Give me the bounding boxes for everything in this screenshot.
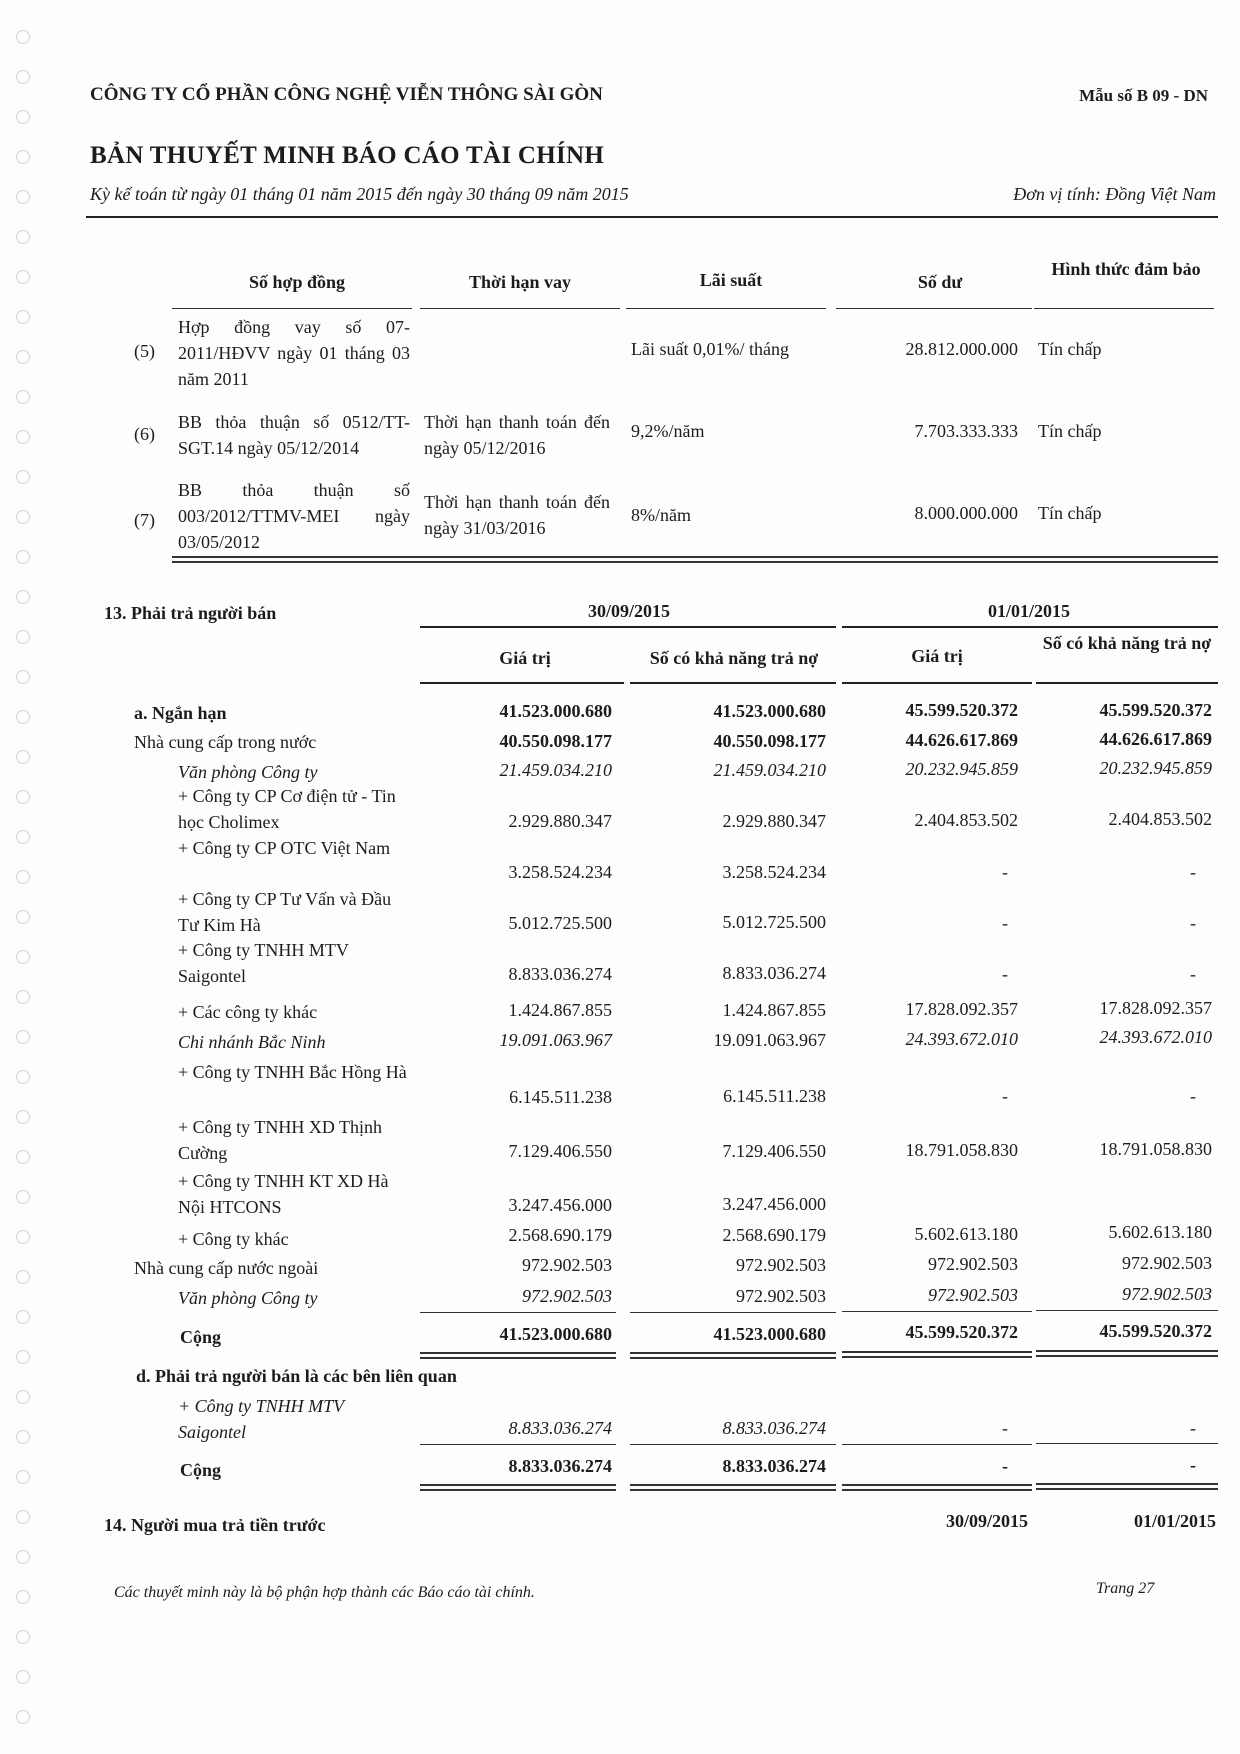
cell-value: - [1002, 862, 1008, 882]
header-underline [172, 308, 412, 309]
cell-value: 18.791.058.830 [905, 1140, 1018, 1160]
loan-row-balance: 8.000.000.000 [914, 503, 1018, 523]
cell-value: - [1190, 1418, 1196, 1438]
subtotal-rule [1036, 1443, 1218, 1444]
cell-value: 20.232.945.859 [905, 759, 1018, 779]
cell-value: 3.258.524.234 [508, 862, 612, 882]
period-underline [420, 626, 836, 628]
row-label: Văn phòng Công ty [178, 1288, 318, 1308]
cell-value: 972.902.503 [522, 1255, 612, 1275]
cell-value: 972.902.503 [736, 1286, 826, 1306]
cell-value: 972.902.503 [1122, 1253, 1212, 1273]
cell-value: 6.145.511.238 [509, 1087, 612, 1107]
cell-value: - [1002, 1418, 1008, 1438]
loan-row-no: (6) [134, 424, 155, 444]
row-label: + Các công ty khác [178, 1002, 318, 1022]
row-label: Nhà cung cấp nước ngoài [134, 1258, 319, 1278]
cell-value: 2.929.880.347 [508, 811, 612, 831]
header-underline [836, 308, 1032, 309]
loan-table-bottom-rule [172, 556, 1218, 563]
col-rate: Lãi suất [699, 270, 763, 290]
cell-value: 972.902.503 [928, 1254, 1018, 1274]
loan-row-contract: BB thỏa thuận số 0512/TT-SGT.14 ngày 05/12/2014 [178, 412, 410, 458]
total-double-rule [842, 1351, 1032, 1358]
total-double-rule [1036, 1483, 1218, 1490]
cell-value: 972.902.503 [928, 1285, 1018, 1305]
total-value: 41.523.000.680 [713, 1324, 826, 1344]
total-value: - [1002, 1456, 1008, 1476]
loan-row-balance: 7.703.333.333 [914, 421, 1018, 441]
cell-value: 44.626.617.869 [905, 730, 1018, 750]
cell-value: 7.129.406.550 [508, 1141, 612, 1161]
row-label: a. Ngắn hạn [134, 703, 227, 723]
cell-value: 972.902.503 [1122, 1284, 1212, 1304]
total-double-rule [420, 1484, 616, 1491]
loan-row-contract: BB thỏa thuận số 003/2012/TTMV-MEI ngày 03/05/2012 [178, 480, 410, 552]
row-label: + Công ty TNHH MTV Saigontel [178, 940, 349, 986]
loan-row-balance: 28.812.000.000 [905, 339, 1018, 359]
subtotal-rule [420, 1312, 616, 1313]
footer-note: Các thuyết minh này là bộ phận hợp thành các Báo cáo tài chính. [114, 1584, 535, 1601]
total-double-rule [630, 1352, 836, 1359]
cell-value: 44.626.617.869 [1099, 729, 1212, 749]
total-double-rule [420, 1352, 616, 1359]
report-title: BẢN THUYẾT MINH BÁO CÁO TÀI CHÍNH [90, 142, 605, 169]
col-ability-1: Số có khả năng trả nợ [649, 648, 819, 668]
row-label: + Công ty TNHH KT XD Hà Nội HTCONS [178, 1171, 389, 1217]
page-number: Trang 27 [1096, 1580, 1155, 1597]
cell-value: 17.828.092.357 [1099, 998, 1212, 1018]
cell-value: 3.258.524.234 [722, 862, 826, 882]
cell-value: 41.523.000.680 [499, 701, 612, 721]
cell-value: 18.791.058.830 [1099, 1139, 1212, 1159]
col-ability-2: Số có khả năng trả nợ [1042, 633, 1212, 653]
cell-value: 5.012.725.500 [722, 912, 826, 932]
cell-value: 2.404.853.502 [1108, 809, 1212, 829]
loan-row-rate: Lãi suất 0,01%/ tháng [631, 339, 789, 359]
subtotal-rule [630, 1312, 836, 1313]
currency-unit: Đơn vị tính: Đồng Việt Nam [1013, 184, 1216, 204]
row-label: + Công ty TNHH XD Thịnh Cường [178, 1117, 382, 1163]
col-contract: Số hợp đồng [248, 272, 346, 292]
subtotal-rule [842, 1311, 1032, 1312]
cell-value: - [1190, 913, 1196, 933]
cell-value: 8.833.036.274 [722, 1418, 826, 1438]
section-13-title: 13. Phải trả người bán [104, 603, 277, 623]
loan-row-term: Thời hạn thanh toán đến ngày 05/12/2016 [424, 412, 610, 458]
loan-row-rate: 9,2%/năm [631, 421, 705, 441]
cell-value: 5.602.613.180 [1108, 1222, 1212, 1242]
cell-value: 2.568.690.179 [508, 1225, 612, 1245]
col-security: Hình thức đảm bảo [1051, 259, 1201, 279]
row-label: + Công ty TNHH MTV Saigontel [178, 1396, 344, 1442]
section-14-period-1: 30/09/2015 [945, 1511, 1028, 1531]
cell-value: 24.393.672.010 [1099, 1027, 1212, 1047]
report-period: Kỳ kế toán từ ngày 01 tháng 01 năm 2015 đến ngày 30 tháng 09 năm 2015 [90, 184, 629, 204]
company-name: CÔNG TY CỔ PHẦN CÔNG NGHỆ VIỄN THÔNG SÀI GÒN [90, 84, 603, 105]
section-14-period-2: 01/01/2015 [1133, 1511, 1216, 1531]
cell-value: 8.833.036.274 [508, 964, 612, 984]
total-value: - [1190, 1455, 1196, 1475]
period-1-header: 30/09/2015 [587, 601, 670, 621]
row-label: Nhà cung cấp trong nước [134, 732, 317, 752]
total-value: 41.523.000.680 [499, 1324, 612, 1344]
cell-value: 24.393.672.010 [905, 1029, 1018, 1049]
header-underline [626, 308, 826, 309]
cell-value: - [1190, 964, 1196, 984]
cell-value: 2.568.690.179 [722, 1225, 826, 1245]
col-underline [630, 682, 836, 684]
cell-value: - [1190, 1086, 1196, 1106]
subtotal-rule [420, 1444, 616, 1445]
cell-value: 3.247.456.000 [722, 1194, 826, 1214]
cell-value: 972.902.503 [736, 1255, 826, 1275]
subtotal-rule [842, 1444, 1032, 1445]
cell-value: 21.459.034.210 [713, 760, 826, 780]
cell-value: 1.424.867.855 [508, 1000, 612, 1020]
header-underline [1034, 308, 1214, 309]
cell-value: 7.129.406.550 [722, 1141, 826, 1161]
cell-value: 45.599.520.372 [1099, 700, 1212, 720]
loan-row-rate: 8%/năm [631, 505, 691, 525]
total-value: 8.833.036.274 [722, 1456, 826, 1476]
loan-row-security: Tín chấp [1038, 421, 1102, 441]
period-underline [842, 626, 1218, 628]
row-label: + Công ty khác [178, 1229, 289, 1249]
cell-value: 2.404.853.502 [914, 810, 1018, 830]
row-label: Văn phòng Công ty [178, 762, 318, 782]
cell-value: 8.833.036.274 [508, 1418, 612, 1438]
total-double-rule [630, 1484, 836, 1491]
cell-value: 40.550.098.177 [713, 731, 826, 751]
col-value-2: Giá trị [911, 646, 963, 666]
related-parties-title: d. Phải trả người bán là các bên liên quan [136, 1366, 457, 1386]
row-label: + Công ty CP Tư Vấn và Đầu Tư Kim Hà [178, 889, 392, 935]
col-value-1: Giá trị [499, 648, 551, 668]
cell-value: 6.145.511.238 [723, 1086, 826, 1106]
loan-row-security: Tín chấp [1038, 339, 1102, 359]
col-underline [420, 682, 624, 684]
cell-value: 41.523.000.680 [713, 701, 826, 721]
period-2-header: 01/01/2015 [987, 601, 1070, 621]
cell-value: 17.828.092.357 [905, 999, 1018, 1019]
cell-value: 19.091.063.967 [713, 1030, 826, 1050]
col-underline [1036, 682, 1218, 684]
header-underline [420, 308, 620, 309]
total-value: 45.599.520.372 [1099, 1321, 1212, 1341]
col-term: Thời hạn vay [468, 272, 571, 292]
loan-row-no: (5) [134, 341, 155, 361]
total-double-rule [1036, 1350, 1218, 1357]
binding-holes [16, 20, 38, 1740]
loan-row-term: Thời hạn thanh toán đến ngày 31/03/2016 [424, 492, 610, 538]
total-value: 8.833.036.274 [508, 1456, 612, 1476]
cell-value: 5.602.613.180 [914, 1224, 1018, 1244]
cell-value: - [1002, 1086, 1008, 1106]
cell-value: - [1190, 862, 1196, 882]
cell-value: 8.833.036.274 [722, 963, 826, 983]
col-underline [842, 682, 1032, 684]
cell-value: 20.232.945.859 [1099, 758, 1212, 778]
cell-value: 1.424.867.855 [722, 1000, 826, 1020]
cell-value: 972.902.503 [522, 1286, 612, 1306]
form-code: Mẫu số B 09 - DN [1079, 86, 1208, 105]
total-label: Cộng [180, 1327, 222, 1347]
section-14-title: 14. Người mua trả tiền trước [104, 1515, 326, 1535]
cell-value: 21.459.034.210 [499, 760, 612, 780]
loan-row-security: Tín chấp [1038, 503, 1102, 523]
cell-value: 2.929.880.347 [722, 811, 826, 831]
cell-value: 3.247.456.000 [508, 1195, 612, 1215]
total-value: 45.599.520.372 [905, 1322, 1018, 1342]
cell-value: 45.599.520.372 [905, 700, 1018, 720]
cell-value: 5.012.725.500 [508, 913, 612, 933]
total-double-rule [842, 1484, 1032, 1491]
subtotal-rule [630, 1444, 836, 1445]
row-label: + Công ty TNHH Bắc Hồng Hà [178, 1062, 407, 1082]
subtotal-rule [1036, 1310, 1218, 1311]
loan-row-contract: Hợp đồng vay số 07-2011/HĐVV ngày 01 tháng 03 năm 2011 [178, 317, 410, 389]
cell-value: - [1002, 964, 1008, 984]
loan-row-no: (7) [134, 510, 155, 530]
cell-value: 40.550.098.177 [499, 731, 612, 751]
cell-value: 19.091.063.967 [499, 1030, 612, 1050]
row-label: + Công ty CP Cơ điện tử - Tin học Cholimex [178, 786, 396, 832]
col-balance: Số dư [917, 272, 963, 292]
total-label: Cộng [180, 1460, 222, 1480]
header-rule [86, 216, 1218, 218]
cell-value: - [1002, 913, 1008, 933]
row-label: + Công ty CP OTC Việt Nam [178, 838, 391, 858]
row-label: Chi nhánh Bắc Ninh [178, 1032, 326, 1052]
